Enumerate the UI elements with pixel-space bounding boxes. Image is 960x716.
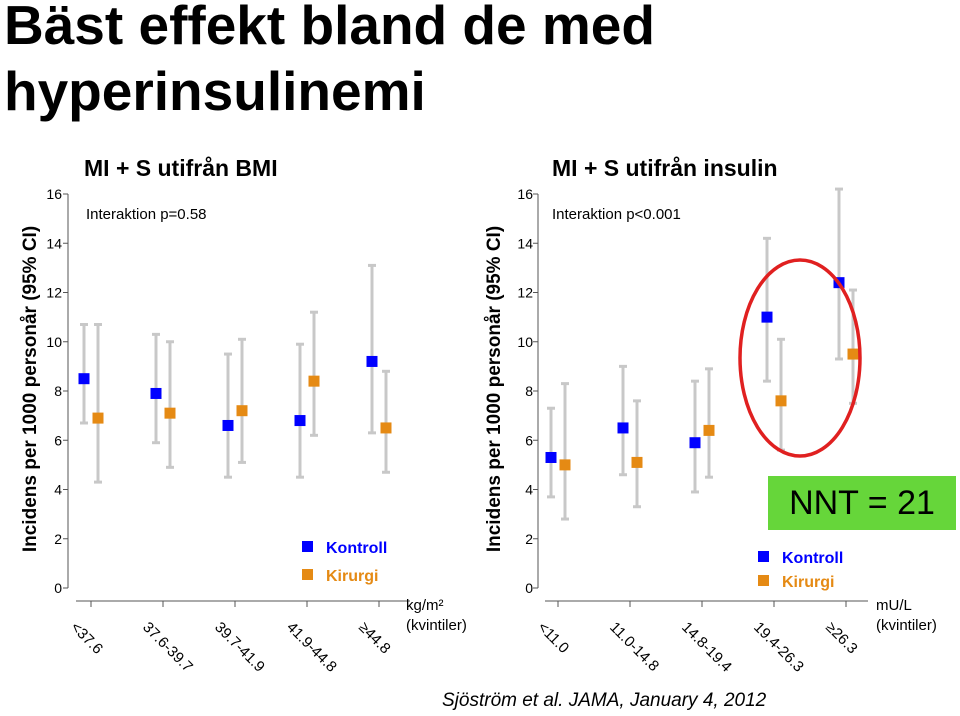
y-tick-label: 4	[525, 481, 533, 498]
kirurgi-marker	[93, 413, 104, 424]
legend-swatch	[758, 575, 769, 586]
x-tick-label: 19.4-26.3	[750, 618, 808, 676]
y-tick-label: 4	[54, 481, 62, 498]
legend-swatch	[302, 541, 313, 552]
y-tick-label: 14	[46, 235, 62, 252]
kontroll-marker	[295, 415, 306, 426]
y-tick-label: 6	[54, 432, 62, 449]
kontroll-marker	[546, 452, 557, 463]
x-tick-label: ≥44.8	[355, 618, 394, 658]
slide-title: Bäst effekt bland de med hyperinsulinemi	[4, 0, 655, 122]
kontroll-marker	[762, 312, 773, 323]
y-tick-label: 8	[54, 383, 62, 399]
x-tick-label: 41.9-44.8	[283, 618, 341, 676]
y-tick-label: 12	[517, 284, 533, 301]
x-axis-label: kg/m² (kvintiler)	[406, 597, 467, 634]
x-tick-label: 39.7-41.9	[211, 618, 269, 676]
y-tick-label: 10	[517, 333, 533, 350]
legend-label: Kontroll	[782, 550, 844, 567]
kirurgi-marker	[165, 408, 176, 419]
y-tick-label: 0	[54, 580, 62, 596]
kirurgi-marker	[309, 376, 320, 387]
nnt-label: NNT = 21	[789, 483, 935, 522]
legend-label: Kontroll	[326, 540, 388, 557]
y-axis-label: Incidens per 1000 personår (95% CI)	[20, 225, 41, 553]
kirurgi-marker	[237, 405, 248, 416]
y-tick-label: 2	[525, 530, 533, 547]
x-tick-label: 11.0-14.8	[606, 618, 663, 675]
y-tick-label: 8	[525, 383, 533, 399]
chart-title: MI + S utifrån BMI	[84, 155, 278, 181]
x-tick-label: ≥26.3	[822, 618, 861, 658]
y-tick-label: 2	[54, 530, 62, 547]
y-tick-label: 14	[517, 235, 533, 252]
kirurgi-marker	[560, 459, 571, 470]
x-tick-label: <11.0	[534, 618, 573, 657]
y-axis-label: Incidens per 1000 personår (95% CI)	[484, 225, 505, 553]
kontroll-marker	[79, 373, 90, 384]
citation: Sjöström et al. JAMA, January 4, 2012	[442, 690, 767, 711]
x-axis-label: mU/L (kvintiler)	[876, 597, 937, 634]
chart-annotation: Interaktion p<0.001	[552, 206, 681, 223]
kirurgi-marker	[704, 425, 715, 436]
chart-panel-1	[20, 155, 467, 676]
y-tick-label: 16	[517, 186, 533, 202]
legend-label: Kirurgi	[782, 574, 835, 591]
kirurgi-marker	[848, 349, 859, 360]
kontroll-marker	[367, 356, 378, 367]
kirurgi-marker	[381, 422, 392, 433]
x-tick-label: 14.8-19.4	[678, 618, 736, 676]
kontroll-marker	[223, 420, 234, 431]
y-tick-label: 6	[525, 432, 533, 449]
kontroll-marker	[618, 422, 629, 433]
legend-label: Kirurgi	[326, 568, 379, 585]
y-tick-label: 12	[46, 284, 62, 301]
kirurgi-marker	[776, 395, 787, 406]
y-tick-label: 10	[46, 333, 62, 350]
nnt-box	[768, 476, 956, 530]
y-tick-label: 0	[525, 580, 533, 596]
legend-swatch	[758, 551, 769, 562]
x-tick-label: <37.6	[67, 618, 107, 658]
kirurgi-marker	[632, 457, 643, 468]
kontroll-marker	[151, 388, 162, 399]
x-tick-label: 37.6-39.7	[139, 618, 197, 676]
kontroll-marker	[690, 437, 701, 448]
chart-annotation: Interaktion p=0.58	[86, 206, 207, 223]
chart-panel-2	[484, 155, 937, 676]
y-tick-label: 16	[46, 186, 62, 202]
legend-swatch	[302, 569, 313, 580]
chart-title: MI + S utifrån insulin	[552, 155, 778, 181]
